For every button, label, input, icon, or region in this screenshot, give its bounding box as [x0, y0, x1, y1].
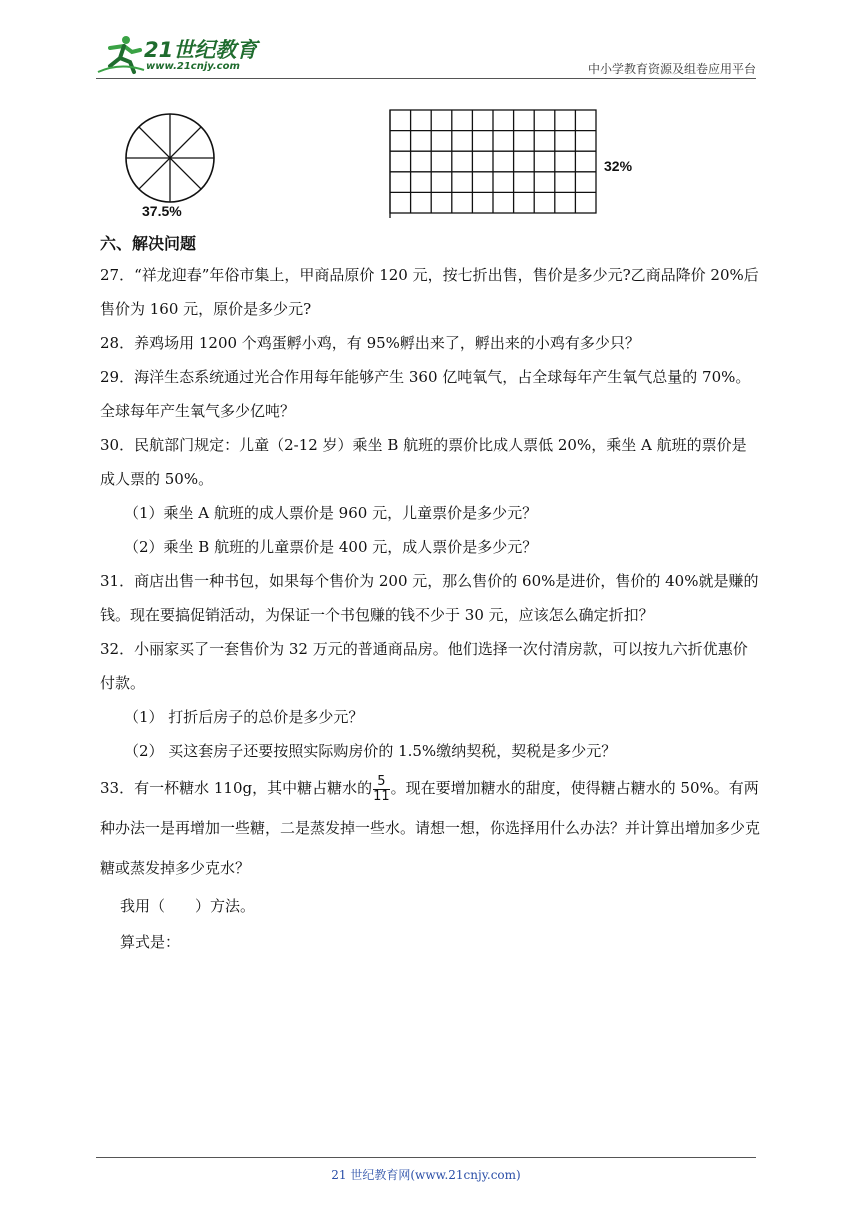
question-30-part-1: （1）乘坐 A 航班的成人票价是 960 元，儿童票价是多少元？ — [124, 504, 538, 522]
question-30-part-2: （2）乘坐 B 航班的儿童票价是 400 元，成人票价是多少元？ — [124, 538, 538, 556]
logo — [96, 32, 271, 76]
answer-method-line: 我用（ ）方法。 — [120, 897, 256, 915]
logo-url: www.21cnjy.com — [146, 61, 240, 72]
pie-figure — [124, 112, 216, 204]
question-33-text-before: 33．有一杯糖水 110g，其中糖占糖水的 — [100, 779, 373, 797]
fraction-denominator: 11 — [373, 788, 390, 804]
question-31: 31．商店出售一种书包，如果每个售价为 200 元，那么售价的 60%是进价，售价的 40%就是赚的钱。现在要搞促销活动，为保证一个书包赚的钱不少于 30 元，应该怎么确定折扣？ — [100, 572, 759, 624]
question-33 — [100, 768, 760, 888]
question-29: 29．海洋生态系统通过光合作用每年能够产生 360 亿吨氧气，占全球每年产生氧气总量的 70%。全球每年产生氧气多少亿吨？ — [100, 368, 751, 420]
figures-area — [0, 100, 860, 230]
page-footer — [96, 1157, 756, 1183]
question-30: 30．民航部门规定：儿童（2-12 岁）乘坐 B 航班的票价比成人票低 20%，乘坐 A 航班的票价是成人票的 50%。 — [100, 436, 747, 488]
runner-logo-icon — [96, 32, 146, 76]
pie-label: 37.5% — [142, 203, 182, 219]
question-32-part-1: （1） 打折后房子的总价是多少元？ — [124, 708, 364, 726]
platform-title: 中小学教育资源及组卷应用平台 — [587, 62, 756, 76]
answer-formula-line: 算式是： — [120, 933, 181, 951]
question-32: 32．小丽家买了一套售价为 32 万元的普通商品房。他们选择一次付清房款，可以按九六折优惠价付款。 — [100, 640, 748, 692]
fraction — [373, 775, 390, 804]
grid-figure — [388, 108, 600, 220]
section-title: 六、解决问题 — [100, 234, 197, 253]
question-32-part-2: （2） 买这套房子还要按照实际购房价的 1.5%缴纳契税，契税是多少元？ — [124, 742, 617, 760]
question-33-text-after: 。现在要增加糖水的甜度，使得糖占糖水的 50%。有两种办法一是再增加一些糖，二是蒸发掉一些水。请想一想，你选择用什么办法？并计算出增加多少克糖或蒸发掉多少克水？ — [100, 779, 761, 877]
question-27: 27．“祥龙迎春”年俗市集上，甲商品原价 120 元，按七折出售，售价是多少元?乙商品降价 20%后售价为 160 元，原价是多少元? — [100, 266, 759, 318]
problem-section — [100, 232, 760, 960]
footer-link[interactable]: 21 世纪教育网(www.21cnjy.com) — [331, 1168, 521, 1182]
question-28: 28．养鸡场用 1200 个鸡蛋孵小鸡，有 95%孵出来了，孵出来的小鸡有多少只？ — [100, 334, 640, 352]
logo-text: 21世纪教育 — [144, 38, 258, 62]
page-header — [96, 32, 756, 79]
fraction-numerator: 5 — [373, 775, 390, 790]
grid-label: 32% — [604, 158, 633, 174]
